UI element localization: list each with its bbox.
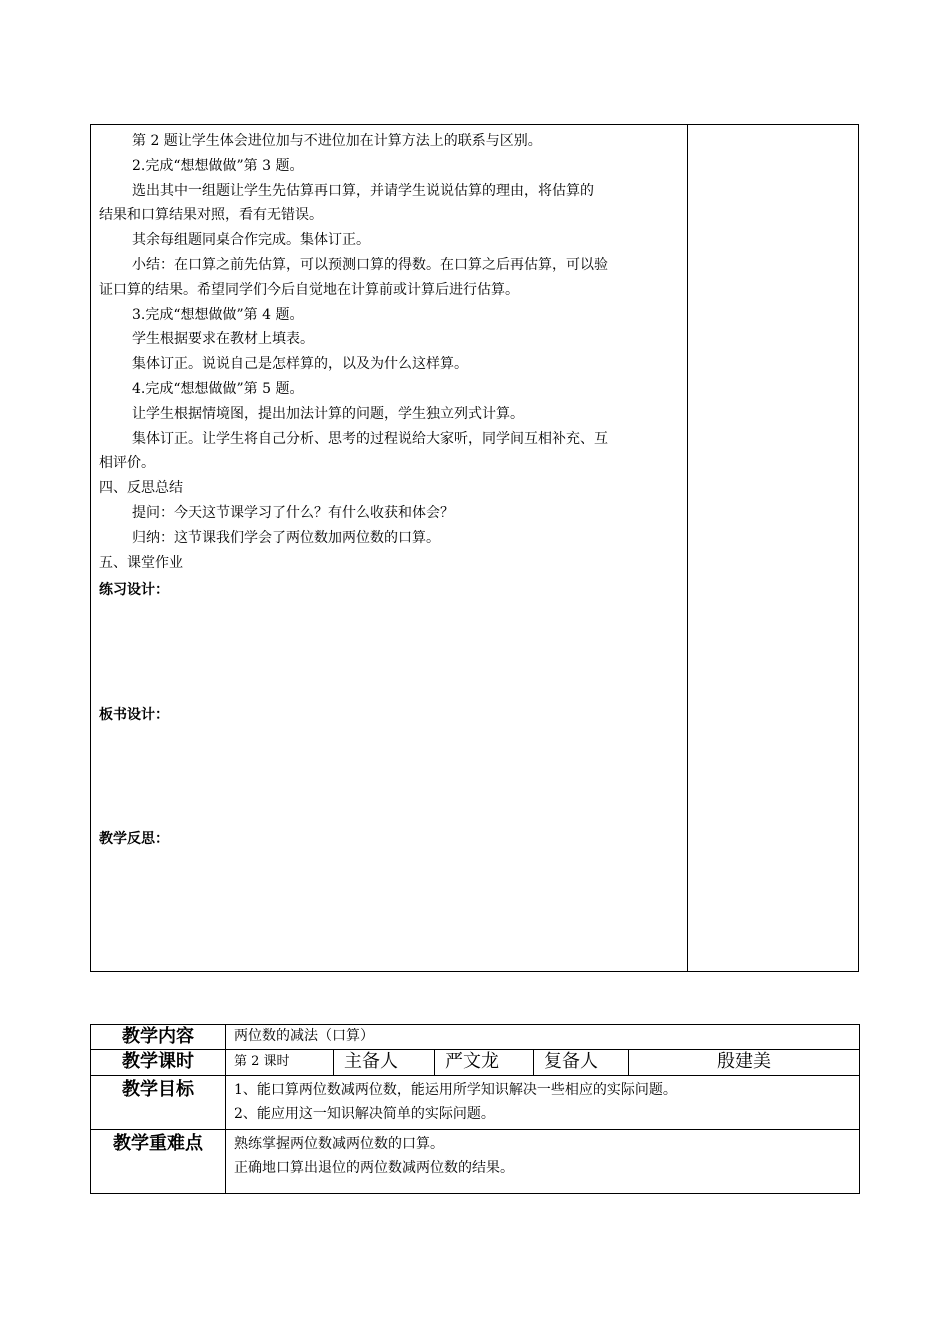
section-heading: 四、反思总结	[99, 480, 183, 497]
process-line: 证口算的结果。希望同学们今后自觉地在计算前或计算后进行估算。	[99, 281, 519, 298]
co-preparer-label: 复备人	[534, 1050, 629, 1076]
period-label: 教学课时	[91, 1050, 226, 1076]
period-value: 第 2 课时	[226, 1050, 334, 1076]
content-label: 教学内容	[91, 1025, 226, 1050]
key-point-item: 正确地口算出退位的两位数减两位数的结果。	[234, 1160, 514, 1176]
main-preparer-label: 主备人	[334, 1050, 435, 1076]
key-point-item: 熟练掌握两位数减两位数的口算。	[234, 1136, 444, 1152]
process-line: 提问：今天这节课学习了什么？有什么收获和体会？	[132, 504, 454, 521]
process-line: 集体订正。让学生将自己分析、思考的过程说给大家听，同学间互相补充、互	[132, 430, 608, 447]
content-value: 两位数的减法（口算）	[226, 1025, 860, 1050]
goal-item: 1、能口算两位数减两位数，能运用所学知识解决一些相应的实际问题。	[234, 1082, 677, 1098]
process-line: 3.完成“想想做做”第 4 题。	[132, 306, 304, 323]
main-preparer-name: 严文龙	[435, 1050, 534, 1076]
process-line: 2.完成“想想做做”第 3 题。	[132, 157, 304, 174]
process-line: 结果和口算结果对照，看有无错误。	[99, 207, 323, 224]
process-line: 让学生根据情境图，提出加法计算的问题，学生独立列式计算。	[132, 405, 524, 422]
process-line: 归纳：这节课我们学会了两位数加两位数的口算。	[132, 529, 440, 546]
process-line: 集体订正。说说自己是怎样算的，以及为什么这样算。	[132, 356, 468, 373]
process-line: 4.完成“想想做做”第 5 题。	[132, 380, 304, 397]
teaching-reflection-label: 教学反思：	[99, 831, 169, 847]
process-line: 相评价。	[99, 455, 155, 472]
process-line: 学生根据要求在教材上填表。	[132, 331, 314, 348]
lesson-process-text	[99, 129, 684, 575]
section-heading: 五、课堂作业	[99, 554, 183, 571]
process-line: 选出其中一组题让学生先估算再口算，并请学生说说估算的理由，将估算的	[132, 182, 594, 199]
lesson-info-table	[90, 1024, 860, 1194]
exercise-design-label: 练习设计：	[99, 582, 169, 598]
goal-item: 2、能应用这一知识解决简单的实际问题。	[234, 1106, 495, 1122]
key-points-list	[226, 1130, 860, 1194]
goals-label: 教学目标	[91, 1076, 226, 1130]
goals-list	[226, 1076, 860, 1130]
process-line: 小结：在口算之前先估算，可以预测口算的得数。在口算之后再估算，可以验	[132, 256, 608, 273]
co-preparer-name: 殷建美	[629, 1050, 860, 1076]
process-line: 其余每组题同桌合作完成。集体订正。	[132, 232, 370, 249]
key-points-label: 教学重难点	[91, 1130, 226, 1194]
lesson-process-table	[90, 124, 859, 972]
notes-column-divider	[687, 125, 688, 971]
board-design-label: 板书设计：	[99, 707, 169, 723]
process-line: 第 2 题让学生体会进位加与不进位加在计算方法上的联系与区别。	[132, 133, 542, 149]
